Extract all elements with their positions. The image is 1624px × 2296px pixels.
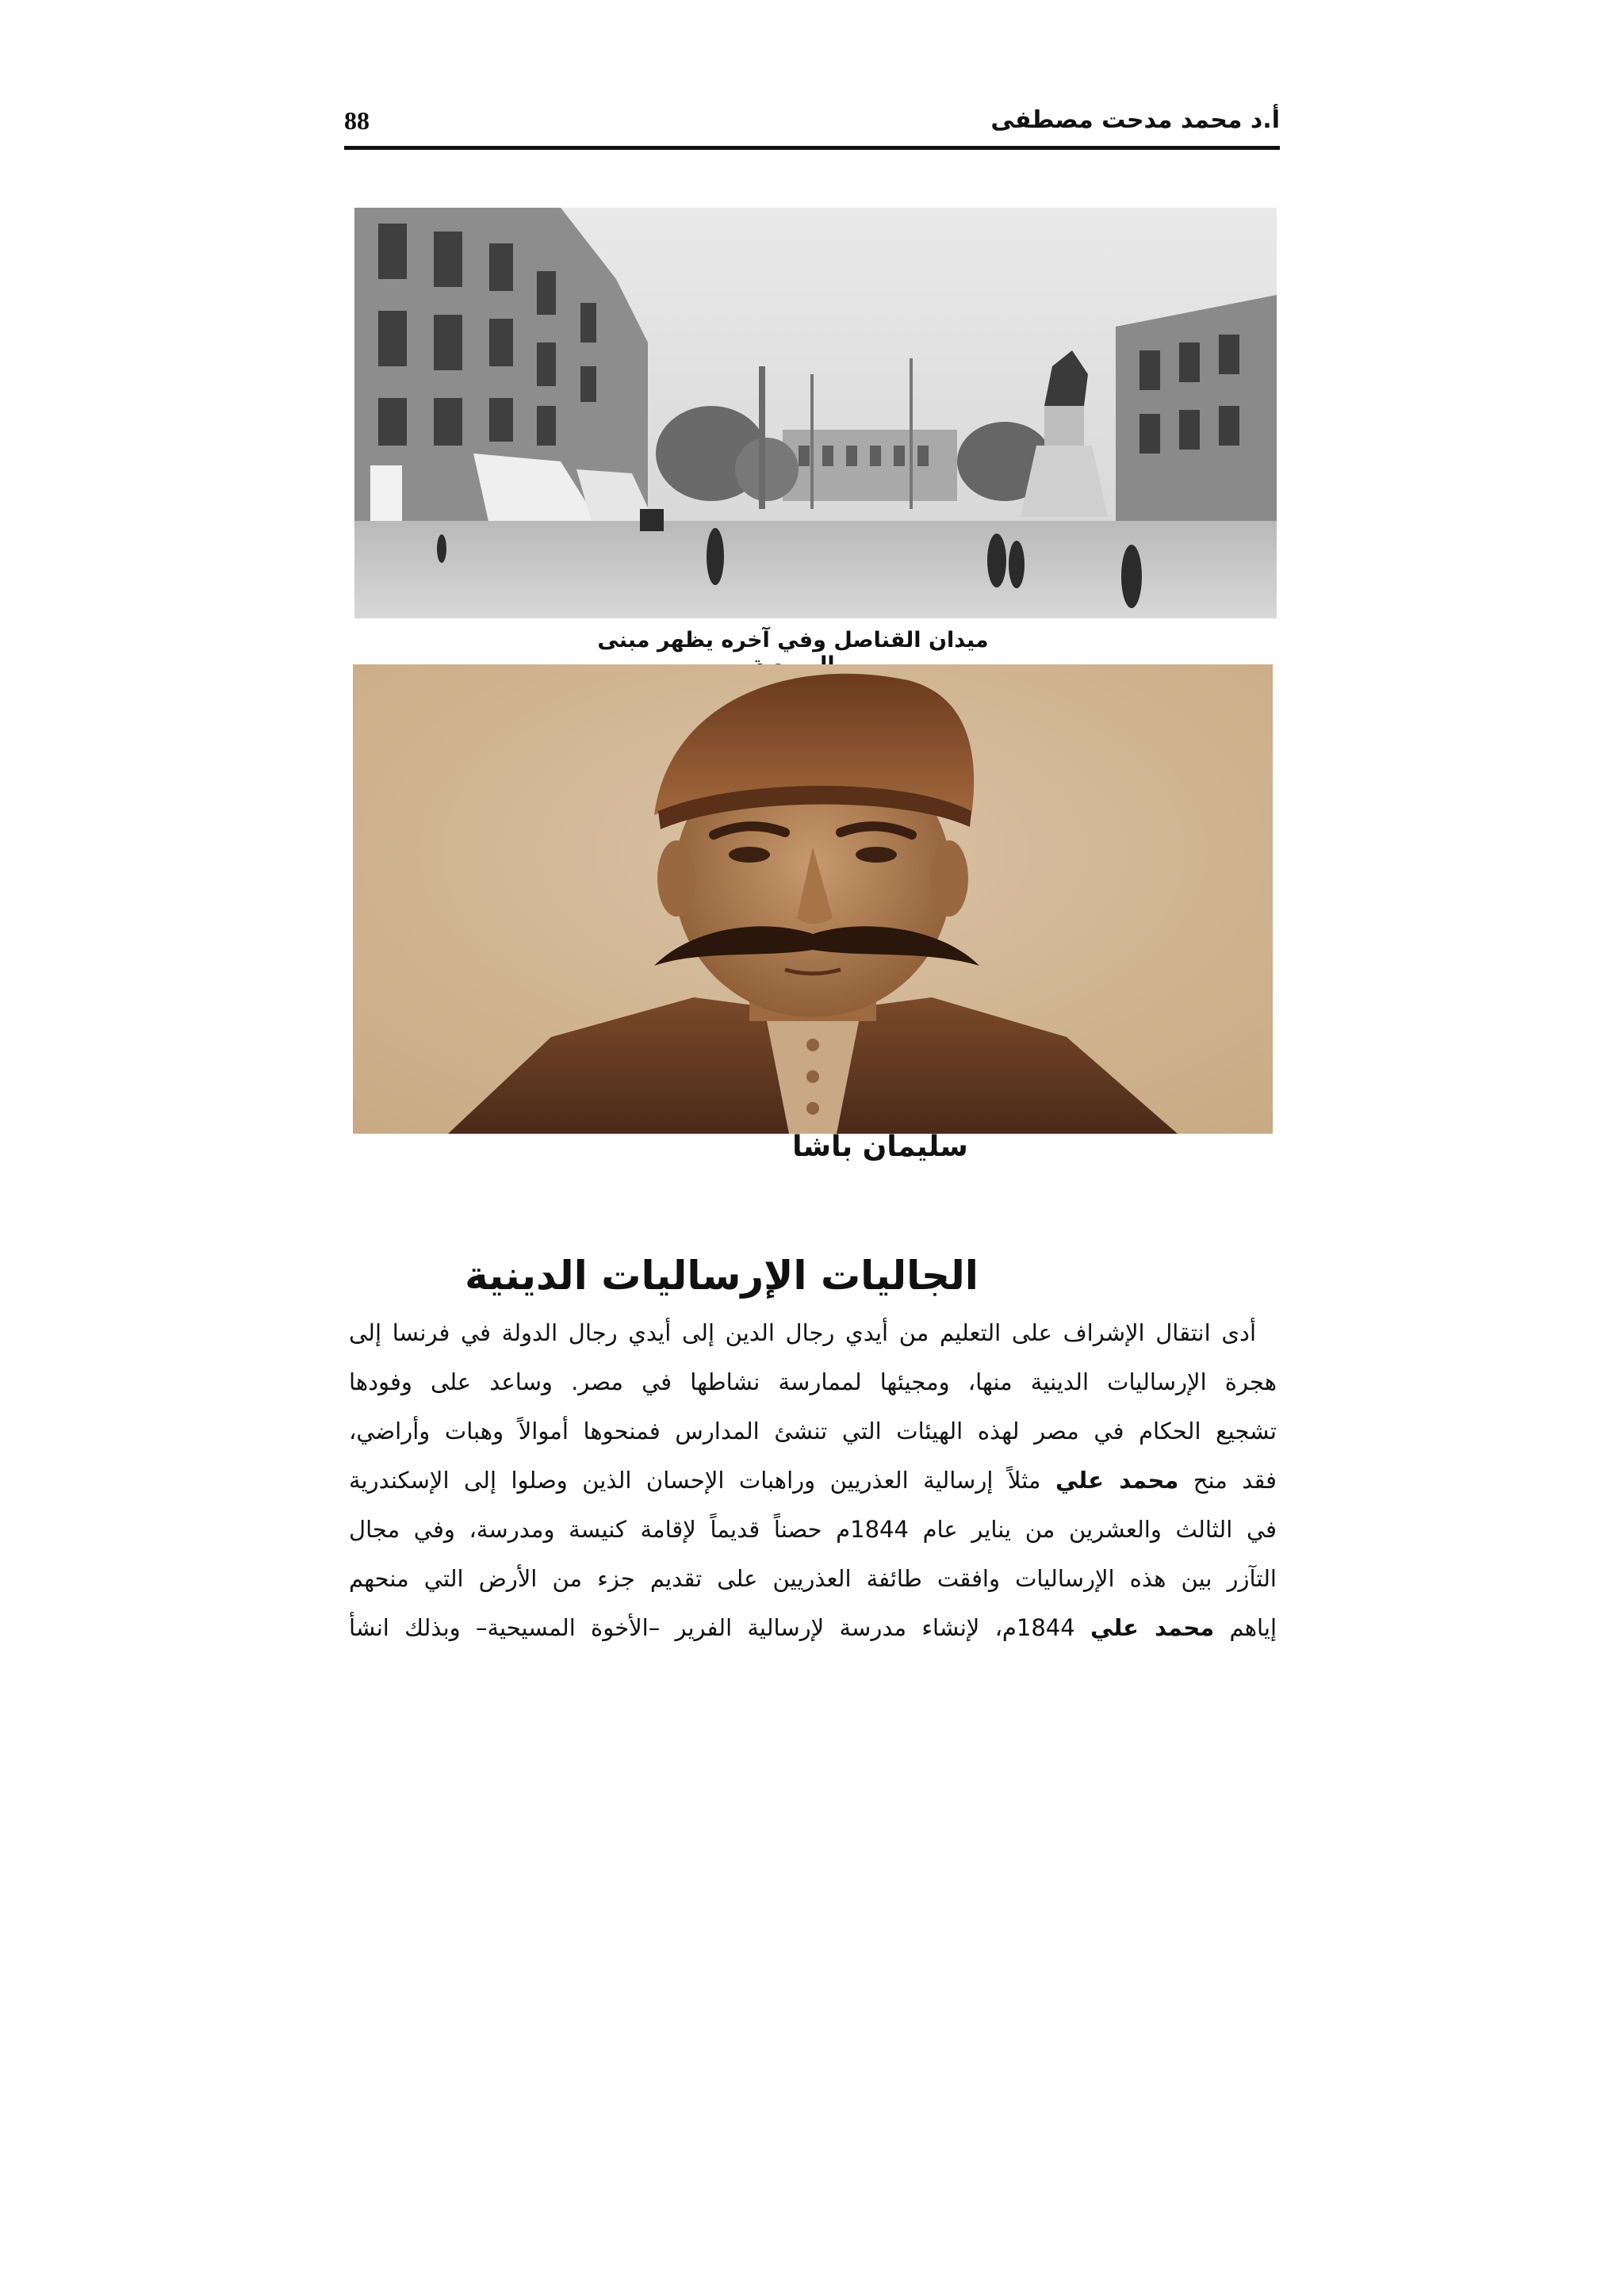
author-name: أ.د محمد مدحت مصطفى [990, 106, 1280, 134]
text-segment: مثلاً إرسالية العذريين وراهبات الإحسان الذين وصلوا إلى الإسكندرية [349, 1467, 1041, 1494]
text-segment: إياهم [1229, 1614, 1277, 1641]
text-segment: 1844م، لإنشاء مدرسة لإرسالية الفرير –الأخوة المسيحية– وبذلك انشأ [349, 1614, 1075, 1641]
suleiman-pasha-portrait [353, 664, 1273, 1134]
paragraph-line: تشجيع الحكام في مصر لهذه الهيئات التي تنشئ المدارس فمنحوها أموالاً وهبات وأراضي، [349, 1418, 1277, 1445]
section-heading: الجاليات الإرساليات الدينية [465, 1253, 979, 1299]
bold-name: محمد علي [1090, 1614, 1215, 1641]
page-number: 88 [344, 106, 370, 135]
paragraph-line [349, 1456, 1277, 1505]
bold-name: محمد علي [1055, 1467, 1179, 1494]
street-photo-caption: ميدان القناصل وفي آخره يظهر مبنى [597, 628, 989, 652]
street-square-photo [354, 208, 1277, 618]
paragraph-line [349, 1603, 1277, 1652]
paragraph-line: هجرة الإرساليات الدينية منها، ومجيئها لممارسة نشاطها في مصر. وساعد على وفودها [349, 1368, 1277, 1395]
paragraph-line: في الثالث والعشرين من يناير عام 1844م حصناً قديماً لإقامة كنيسة ومدرسة، وفي مجال [349, 1516, 1277, 1543]
paragraph-line: التآزر بين هذه الإرساليات وافقت طائفة العذريين على تقديم جزء من الأرض التي منحهم [349, 1565, 1277, 1592]
portrait-caption: سليمان باشا [792, 1134, 968, 1163]
text-segment: فقد منح [1193, 1467, 1277, 1494]
body-paragraph [349, 1308, 1277, 1652]
page-header [344, 101, 1280, 150]
paragraph-line: أدى انتقال الإشراف على التعليم من أيدي رجال الدين إلى أيدي رجال الدولة في فرنسا إلى [349, 1319, 1256, 1346]
